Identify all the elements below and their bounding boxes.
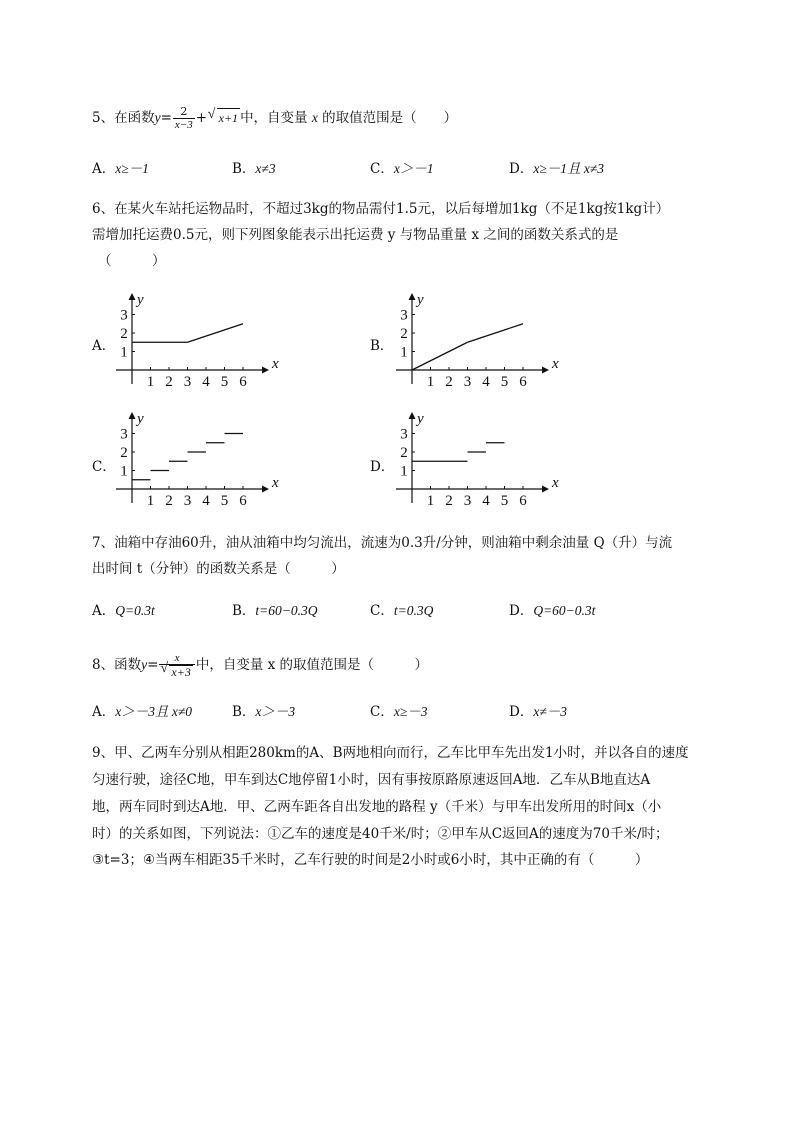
y-axis-name: y xyxy=(417,411,424,427)
x-tick-label: 4 xyxy=(482,493,490,509)
y-axis-name: y xyxy=(137,292,144,308)
option-text: x＞－3且 x≠0 xyxy=(115,704,193,719)
option-letter: A． xyxy=(92,161,116,177)
x-tick-label: 2 xyxy=(445,493,453,509)
graph-a-rising-segment xyxy=(188,324,244,343)
option-letter: B． xyxy=(232,704,256,720)
y-axis-arrow xyxy=(129,293,136,300)
q6-graph-label-b[interactable]: B． xyxy=(370,338,394,354)
y-tick-label: 1 xyxy=(400,463,408,480)
q5-sqrt: √ x+1 xyxy=(217,108,240,127)
option-letter: A． xyxy=(92,704,116,720)
q8-eq: = xyxy=(147,657,159,673)
q5-suffix-b: 的取值范围是（ ） xyxy=(322,110,458,126)
option-letter: A． xyxy=(92,603,116,619)
y-tick-label: 1 xyxy=(400,344,408,361)
q5-y: y xyxy=(154,110,161,125)
q5-prefix: 5、在函数 xyxy=(92,110,155,126)
option-text: t=60−0.3Q xyxy=(255,603,318,618)
y-tick-label: 2 xyxy=(400,326,408,342)
x-tick-label: 4 xyxy=(202,374,210,390)
y-tick-label: 3 xyxy=(400,426,408,443)
x-tick-label: 5 xyxy=(220,374,229,390)
x-tick-label: 5 xyxy=(220,493,229,509)
q8-numerator: x xyxy=(159,652,194,665)
x-tick-label: 6 xyxy=(239,374,247,390)
y-axis-arrow xyxy=(409,293,416,300)
option-letter: C． xyxy=(370,161,394,177)
q8-y: y xyxy=(141,657,148,672)
q8-denominator xyxy=(159,665,194,679)
graph-b-svg xyxy=(392,292,559,392)
q6-graph-label-a[interactable]: A． xyxy=(92,338,116,354)
q9-line-1: 9、甲、乙两车分别从相距280km的A、B两地相向而行，乙车比甲车先出发1小时，并以各自的速度 xyxy=(92,745,689,761)
y-tick-label: 1 xyxy=(120,463,128,480)
y-axis-name: y xyxy=(137,411,144,427)
q7-line-1: 7、油箱中存油60升，油从油箱中均匀流出，流速为0.3升/分钟，则油箱中剩余油量 Q（升）与流 xyxy=(92,535,673,551)
graph-a-svg xyxy=(112,292,279,392)
x-axis-name: x xyxy=(552,356,559,372)
q6-line-1: 6、在某火车站托运物品时，不超过3kg的物品需付1.5元，以后每增加1kg（不足1kg按1kg计） xyxy=(92,201,670,217)
q6-graph-label-c[interactable]: C． xyxy=(92,459,116,475)
x-tick-label: 3 xyxy=(183,374,192,390)
x-tick-label: 2 xyxy=(165,493,173,509)
x-tick-label: 1 xyxy=(426,493,435,509)
option-letter: C． xyxy=(370,603,394,619)
x-tick-label: 1 xyxy=(146,493,155,509)
option-text: x＞－1 xyxy=(393,161,434,176)
q7-option-a[interactable] xyxy=(92,602,155,620)
option-text: Q=60−0.3t xyxy=(533,603,596,618)
q7-option-b[interactable] xyxy=(232,602,318,620)
q5-option-b[interactable] xyxy=(232,160,276,178)
x-tick-label: 4 xyxy=(482,374,490,390)
x-axis-arrow xyxy=(262,486,269,493)
x-tick-label: 2 xyxy=(165,374,173,390)
graph-b-segment-1 xyxy=(412,342,468,370)
y-tick-label: 3 xyxy=(120,307,128,324)
q5-option-d[interactable] xyxy=(509,160,604,178)
x-tick-label: 3 xyxy=(183,493,192,509)
q6-graph-a[interactable] xyxy=(112,292,279,392)
option-text: x≥－3 xyxy=(393,704,428,719)
option-text: Q=0.3t xyxy=(115,603,155,618)
graph-d-svg xyxy=(392,411,559,511)
q7-option-c[interactable] xyxy=(370,602,433,620)
x-axis-name: x xyxy=(272,475,279,491)
x-axis-name: x xyxy=(552,475,559,491)
y-tick-label: 2 xyxy=(400,445,408,461)
q5-option-a[interactable] xyxy=(92,160,149,178)
q8-prefix: 8、函数 xyxy=(92,657,142,673)
x-tick-label: 6 xyxy=(519,493,527,509)
x-tick-label: 1 xyxy=(426,374,435,390)
q8-suffix: 中，自变量 x 的取值范围是（ ） xyxy=(195,657,429,673)
q5-stem xyxy=(92,106,457,131)
q8-stem xyxy=(92,652,428,679)
q6-graph-label-d[interactable]: D． xyxy=(370,459,395,475)
option-letter: D． xyxy=(509,161,534,177)
q5-x: x xyxy=(311,110,318,125)
y-axis-arrow xyxy=(129,412,136,419)
x-axis-arrow xyxy=(542,367,549,374)
q5-plus: + xyxy=(195,110,208,126)
q5-suffix-a: 中，自变量 xyxy=(240,110,308,126)
q5-numerator: 2 xyxy=(173,106,195,119)
option-text: t=0.3Q xyxy=(393,603,434,618)
q8-sqrt: √ x+3 xyxy=(169,665,192,678)
q9-line-4: 时）的关系如图，下列说法：①乙车的速度是40千米/时；②甲车从C返回A的速度为70千米/时； xyxy=(92,826,669,842)
y-tick-label: 3 xyxy=(400,307,408,324)
x-axis-arrow xyxy=(542,486,549,493)
option-text: x≥－1 xyxy=(115,161,149,176)
x-axis-name: x xyxy=(272,356,279,372)
q7-option-d[interactable] xyxy=(509,602,595,620)
option-text: x≠3 xyxy=(255,161,276,176)
y-tick-label: 2 xyxy=(120,326,128,342)
q6-line-3: （ ） xyxy=(98,253,166,269)
q8-option-a[interactable] xyxy=(92,703,192,721)
y-tick-label: 2 xyxy=(120,445,128,461)
q5-eq: = xyxy=(160,110,172,126)
q6-graph-b[interactable] xyxy=(392,292,559,392)
option-letter: D． xyxy=(509,704,534,720)
graph-c-svg xyxy=(112,411,279,511)
y-axis-arrow xyxy=(409,412,416,419)
q7-line-2: 出时间 t（分钟）的函数关系是（ ） xyxy=(92,561,345,577)
q5-option-c[interactable] xyxy=(370,160,434,178)
x-tick-label: 5 xyxy=(500,374,509,390)
q9-line-5: ③t=3；④当两车相距35千米时，乙车行驶的时间是2小时或6小时，其中正确的有（ ） xyxy=(92,852,649,868)
x-axis-arrow xyxy=(262,367,269,374)
y-tick-label: 1 xyxy=(120,344,128,361)
q5-fraction xyxy=(173,106,195,131)
q6-line-2: 需增加托运费0.5元，则下列图象能表示出托运费 y 与物品重量 x 之间的函数关系式的是 xyxy=(92,227,619,243)
option-text: x≥－1且 x≠3 xyxy=(533,161,605,176)
q9-line-3: 地，两车同时到达A地．甲、乙两车距各自出发地的路程 y（千米）与甲车出发所用的时间x（小 xyxy=(92,799,662,815)
option-text: x＞－3 xyxy=(255,704,296,719)
q5-denominator: x−3 xyxy=(174,119,193,131)
option-letter: B． xyxy=(232,161,256,177)
x-tick-label: 5 xyxy=(500,493,509,509)
option-letter: D． xyxy=(509,603,534,619)
option-letter: C． xyxy=(370,704,394,720)
q8-fraction xyxy=(159,652,194,679)
x-tick-label: 3 xyxy=(463,374,472,390)
x-tick-label: 3 xyxy=(463,493,472,509)
option-text: x≠－3 xyxy=(533,704,567,719)
x-tick-label: 6 xyxy=(519,374,527,390)
q6-graph-d[interactable] xyxy=(392,411,559,511)
q9-line-2: 匀速行驶，途径C地，甲车到达C地停留1小时，因有事按原路原速返回A地．乙车从B地直达A xyxy=(92,772,651,788)
y-axis-name: y xyxy=(417,292,424,308)
x-tick-label: 4 xyxy=(202,493,210,509)
q8-option-c[interactable] xyxy=(370,703,428,721)
q8-option-d[interactable] xyxy=(509,703,567,721)
q8-option-b[interactable] xyxy=(232,703,295,721)
x-tick-label: 6 xyxy=(239,493,247,509)
option-letter: B． xyxy=(232,603,256,619)
graph-b-segment-2 xyxy=(468,324,524,343)
x-tick-label: 1 xyxy=(146,374,155,390)
y-tick-label: 3 xyxy=(120,426,128,443)
q6-graph-c[interactable] xyxy=(112,411,279,511)
x-tick-label: 2 xyxy=(445,374,453,390)
